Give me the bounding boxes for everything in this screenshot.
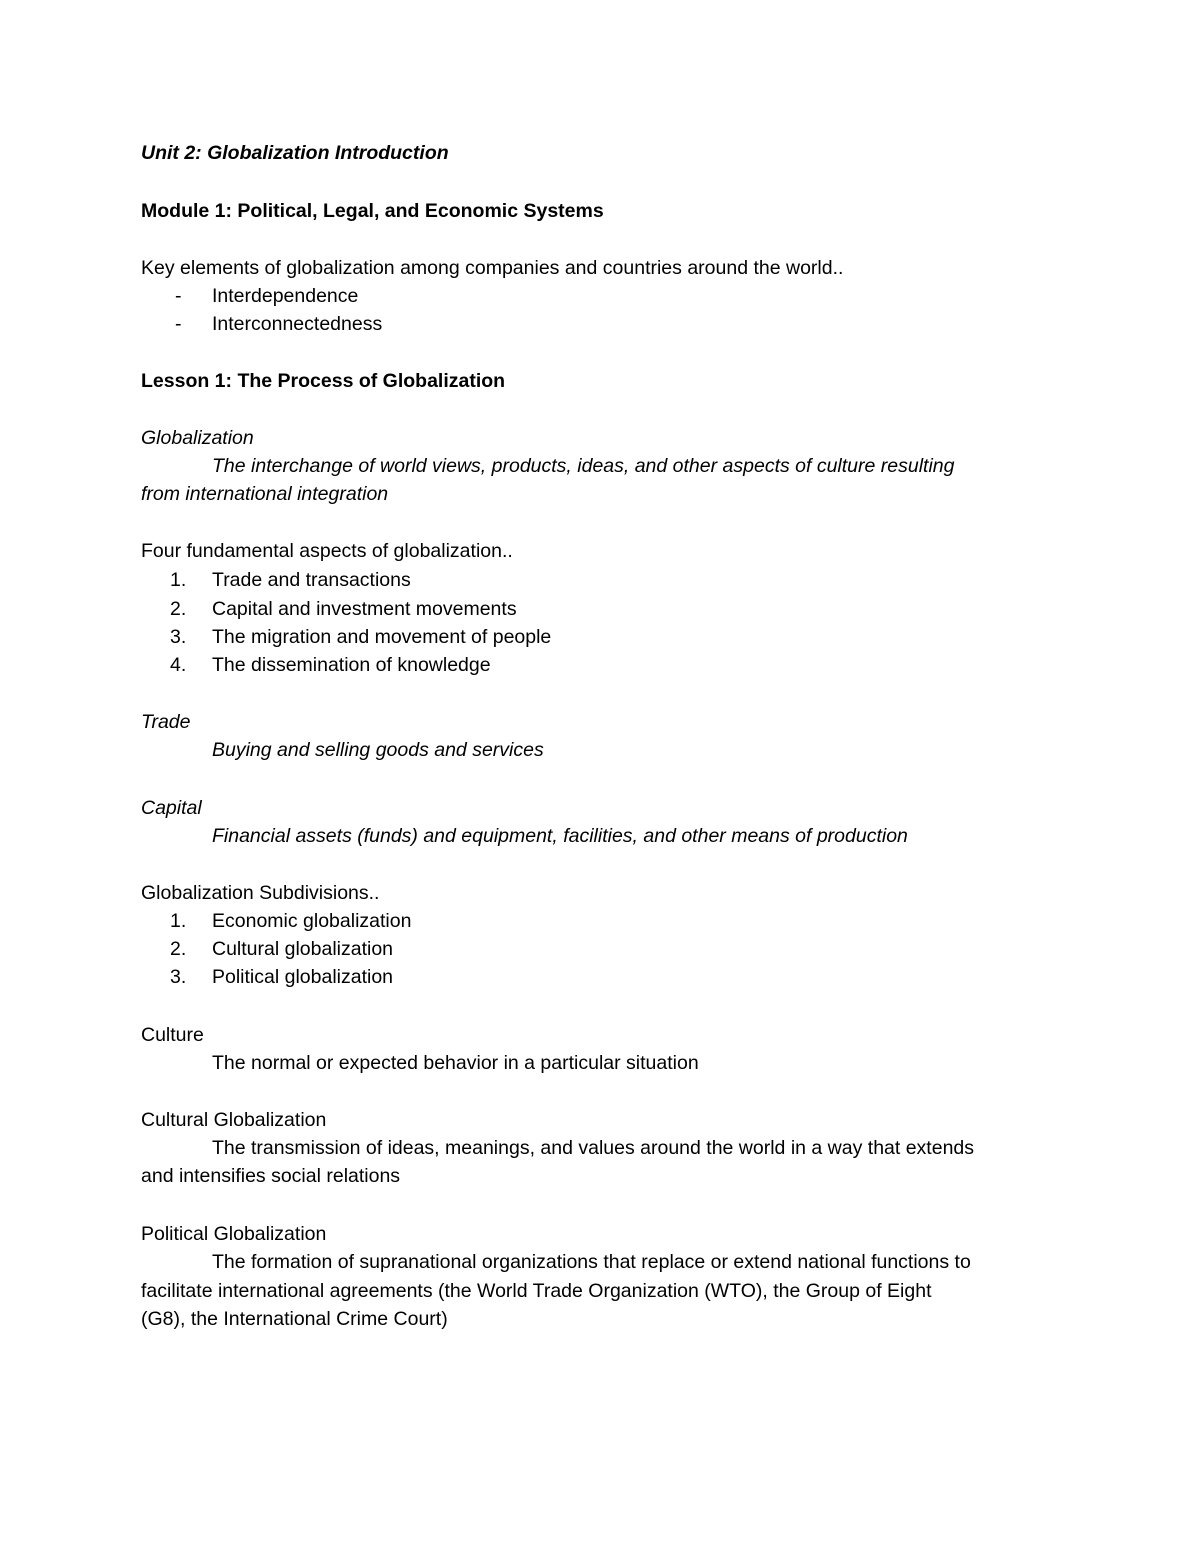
list-item: The dissemination of knowledge	[212, 654, 491, 676]
definition-capital: Financial assets (funds) and equipment, facilities, and other means of production	[212, 825, 908, 847]
definition-political-globalization-line3: (G8), the International Crime Court)	[141, 1308, 448, 1330]
definition-trade: Buying and selling goods and services	[212, 739, 544, 761]
list-number: 2.	[170, 938, 187, 960]
list-item: Capital and investment movements	[212, 598, 517, 620]
definition-political-globalization-line2: facilitate international agreements (the World Trade Organization (WTO), the Group of Eight	[141, 1280, 932, 1302]
definition-political-globalization-line1: The formation of supranational organizations that replace or extend national functions to	[212, 1251, 971, 1273]
key-elements-intro: Key elements of globalization among companies and countries around the world..	[141, 257, 844, 279]
list-number: 2.	[170, 598, 187, 620]
definition-globalization-line1: The interchange of world views, products, ideas, and other aspects of culture resulting	[212, 455, 955, 477]
list-number: 4.	[170, 654, 187, 676]
list-item: Cultural globalization	[212, 938, 394, 960]
list-number: 1.	[170, 910, 187, 932]
list-number: 3.	[170, 966, 187, 988]
list-marker: -	[175, 313, 182, 335]
term-capital: Capital	[141, 797, 202, 819]
list-item: The migration and movement of people	[212, 626, 552, 648]
definition-cultural-globalization-line1: The transmission of ideas, meanings, and values around the world in a way that extends	[212, 1137, 975, 1159]
term-trade: Trade	[141, 711, 191, 733]
definition-culture: The normal or expected behavior in a particular situation	[212, 1052, 699, 1074]
definition-globalization-line2: from international integration	[141, 483, 389, 505]
definition-cultural-globalization-line2: and intensifies social relations	[141, 1165, 401, 1187]
term-political-globalization: Political Globalization	[141, 1223, 327, 1245]
list-item: Economic globalization	[212, 910, 412, 932]
list-number: 3.	[170, 626, 187, 648]
lesson-title: Lesson 1: The Process of Globalization	[141, 370, 506, 392]
term-cultural-globalization: Cultural Globalization	[141, 1109, 327, 1131]
term-culture: Culture	[141, 1024, 204, 1046]
unit-title: Unit 2: Globalization Introduction	[141, 142, 449, 164]
module-title: Module 1: Political, Legal, and Economic Systems	[141, 200, 604, 222]
list-item: Interconnectedness	[212, 313, 383, 335]
list-number: 1.	[170, 569, 187, 591]
four-aspects-intro: Four fundamental aspects of globalization..	[141, 540, 513, 562]
list-marker: -	[175, 285, 182, 307]
subdivisions-intro: Globalization Subdivisions..	[141, 882, 380, 904]
list-item: Political globalization	[212, 966, 394, 988]
term-globalization: Globalization	[141, 427, 254, 449]
list-item: Interdependence	[212, 285, 359, 307]
list-item: Trade and transactions	[212, 569, 411, 591]
